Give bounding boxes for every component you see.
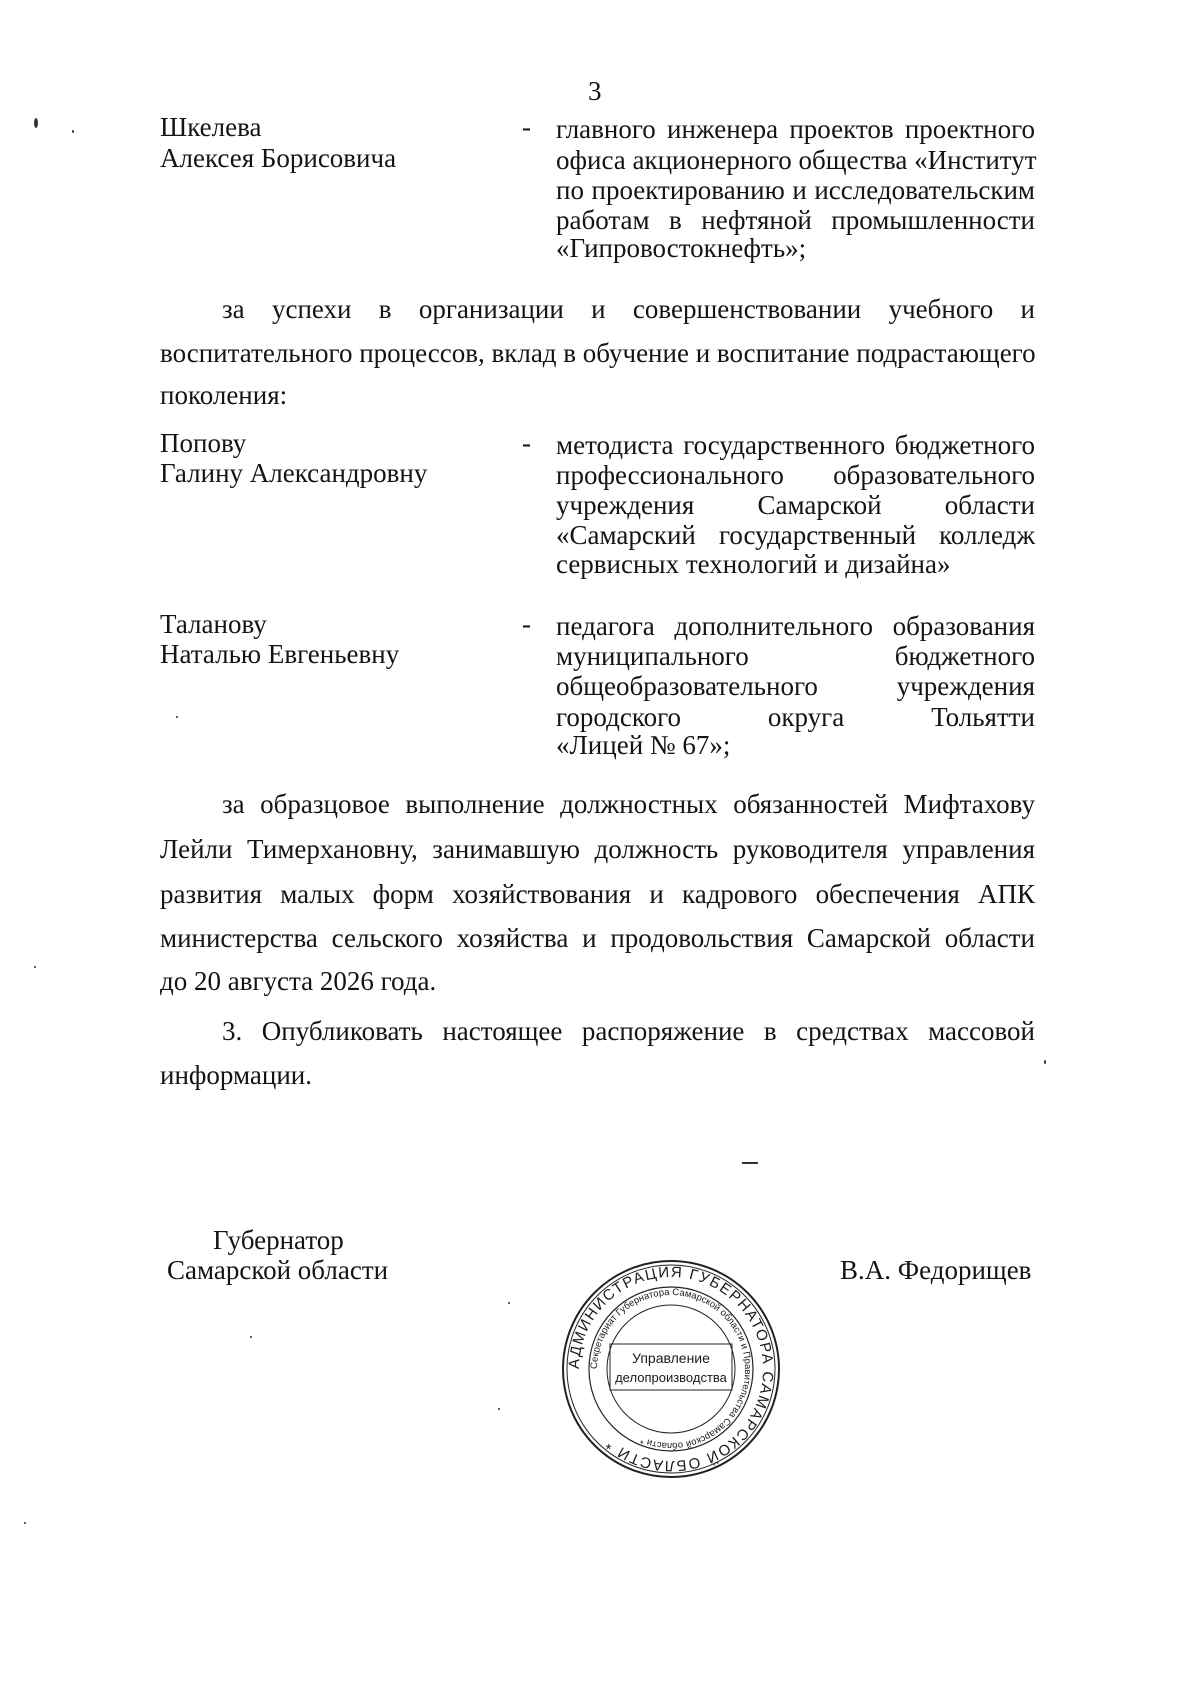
entry-desc-line: педагога дополнительного образования: [556, 611, 1035, 641]
paragraph-line: за успехи в организации и совершенствовании учебного и: [222, 294, 1035, 324]
scan-speck: [742, 1162, 758, 1164]
entry-name-line: Галину Александровну: [160, 458, 428, 488]
paragraph-line: 3. Опубликовать настоящее распоряжение в средствах массовой: [222, 1016, 1035, 1046]
entry-desc-line: работам в нефтяной промышленности: [556, 205, 1035, 235]
entry-desc-line: по проектированию и исследовательским: [556, 175, 1035, 205]
scan-speck: [250, 1336, 252, 1338]
paragraph-line: развития малых форм хозяйствования и кадрового обеспечения АПК: [160, 879, 1035, 909]
entry-desc-line: методиста государственного бюджетного: [556, 430, 1035, 460]
entry-desc-line: главного инженера проектов проектного: [556, 114, 1035, 144]
entry-desc-line: учреждения Самарской области: [556, 490, 1035, 520]
entry-name-line: Алексея Борисовича: [160, 143, 397, 173]
entry-dash: -: [522, 112, 531, 142]
entry-desc-line: городского округа Тольятти: [556, 702, 1035, 732]
scan-speck: [508, 1302, 510, 1304]
scan-speck: [24, 1522, 26, 1524]
svg-text:Управление: Управление: [632, 1350, 710, 1366]
paragraph-line: до 20 августа 2026 года.: [160, 966, 437, 996]
entry-desc-line: профессионального образовательного: [556, 460, 1035, 490]
signature-title-line: Самарской области: [167, 1255, 389, 1285]
paragraph-line: министерства сельского хозяйства и продовольствия Самарской области: [160, 923, 1035, 953]
entry-name-line: Таланову: [160, 609, 267, 639]
official-stamp-seal: [560, 1258, 782, 1480]
entry-desc-line: «Лицей № 67»;: [556, 730, 731, 760]
entry-desc-line: «Гипровостокнефть»;: [556, 233, 807, 263]
signature-name: В.А. Федорищев: [840, 1255, 1032, 1285]
entry-desc-line: офиса акционерного общества «Институт: [556, 145, 1037, 175]
svg-text:Секретариат Губернатора Самарс: Секретариат Губернатора Самарской области и Правительства Самарской области *: [588, 1286, 754, 1452]
scan-speck: [72, 130, 74, 133]
paragraph-line: информации.: [160, 1060, 312, 1090]
scan-speck: [498, 1408, 500, 1410]
signature-title-line: Губернатор: [213, 1225, 344, 1255]
scan-speck: [34, 118, 38, 128]
scan-speck: [34, 966, 36, 968]
entry-desc-line: общеобразовательного учреждения: [556, 671, 1035, 701]
entry-desc-line: муниципального бюджетного: [556, 641, 1035, 671]
svg-text:АДМИНИСТРАЦИЯ ГУБЕРНАТОРА САМА: АДМИНИСТРАЦИЯ ГУБЕРНАТОРА САМАРСКОЙ ОБЛАСТИ *: [565, 1263, 777, 1475]
svg-text:делопроизводства: делопроизводства: [615, 1370, 727, 1385]
paragraph-line: воспитательного процессов, вклад в обучение и воспитание подрастающего: [160, 338, 1036, 368]
entry-name-line: Попову: [160, 428, 247, 458]
paragraph-line: Лейли Тимерхановну, занимавшую должность руководителя управления: [160, 834, 1035, 864]
entry-desc-line: сервисных технологий и дизайна»: [556, 549, 951, 579]
page-number: 3: [588, 76, 602, 106]
entry-dash: -: [522, 428, 531, 458]
paragraph-line: за образцовое выполнение должностных обязанностей Мифтахову: [222, 789, 1035, 819]
scan-speck: [1044, 1060, 1046, 1064]
entry-desc-line: «Самарский государственный колледж: [556, 520, 1035, 550]
entry-name-line: Наталью Евгеньевну: [160, 639, 400, 669]
scan-speck: [176, 716, 178, 718]
entry-dash: -: [522, 609, 531, 639]
entry-name-line: Шкелева: [160, 112, 262, 142]
paragraph-line: поколения:: [160, 380, 288, 410]
